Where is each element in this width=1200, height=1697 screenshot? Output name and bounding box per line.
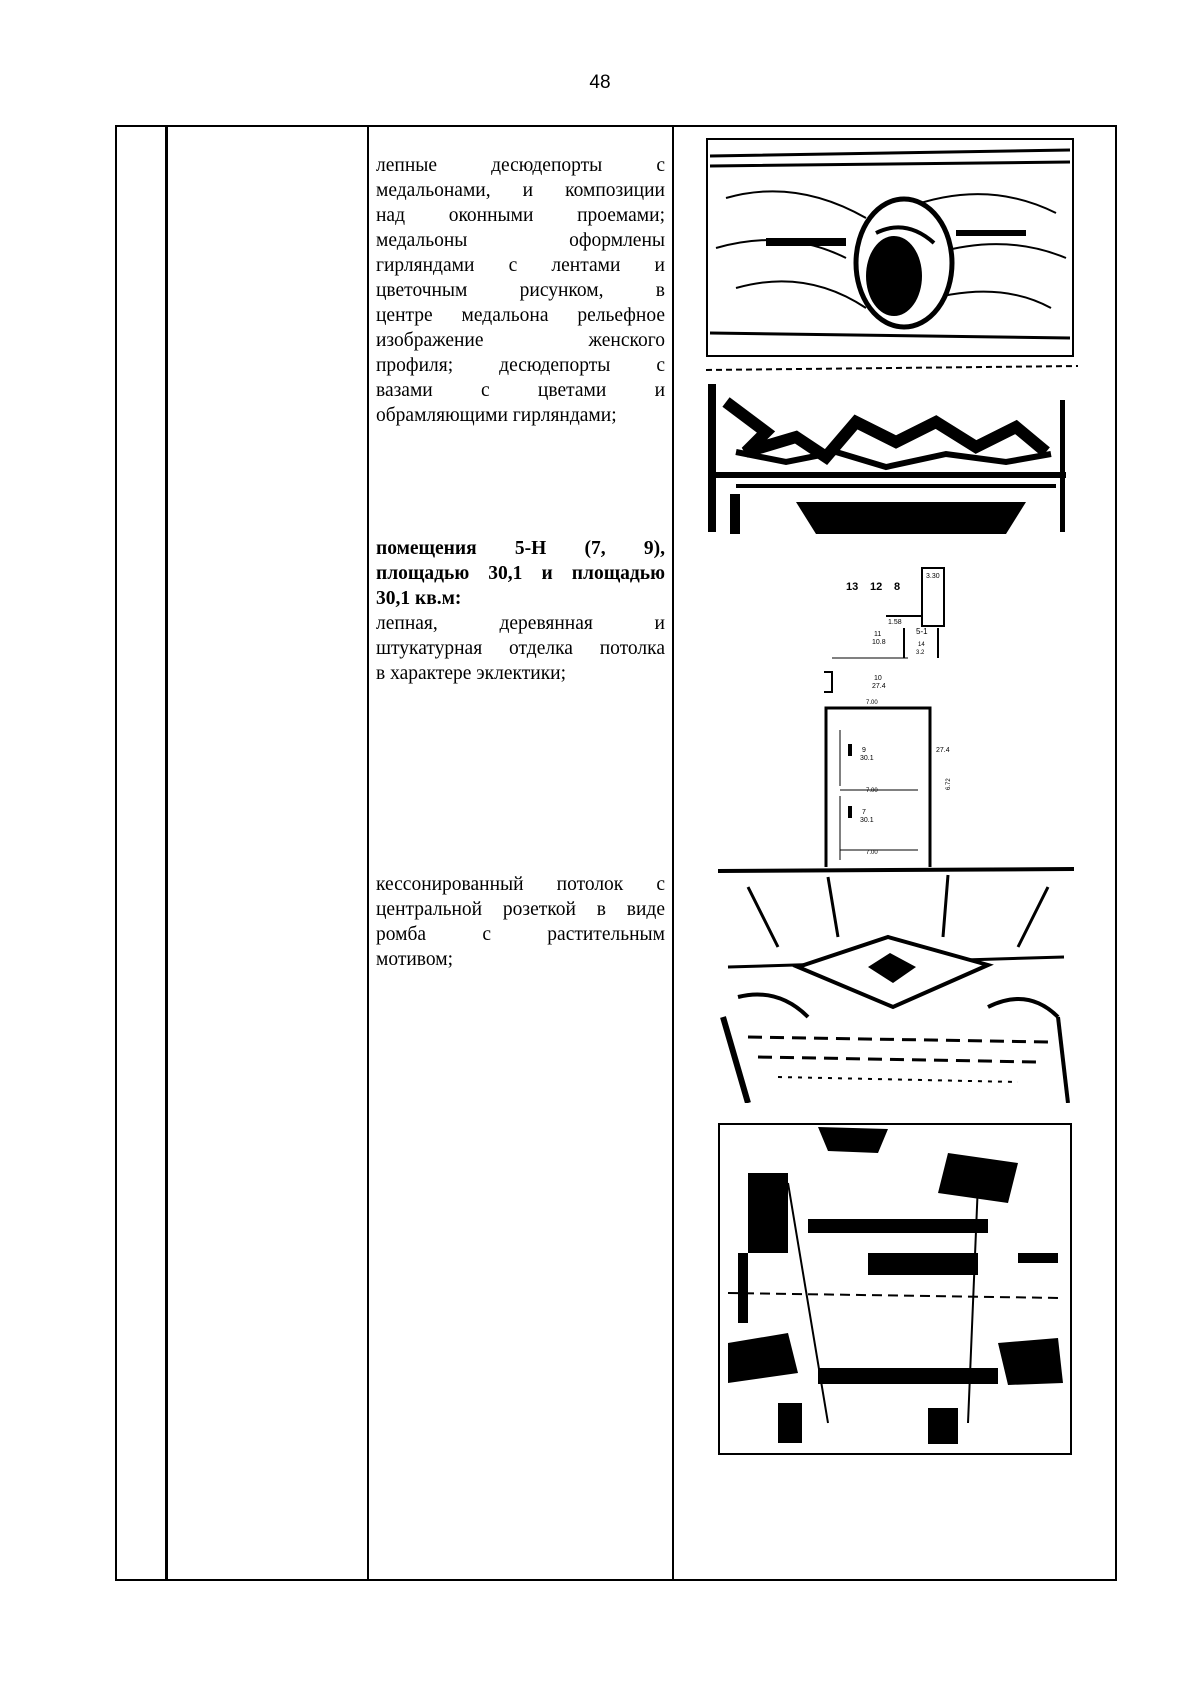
plan-room: 7 (862, 809, 866, 816)
plan-room: 11 (874, 631, 882, 638)
plan-area: 27.4 (872, 683, 886, 690)
text-line: штукатурная отделка потолка (376, 638, 665, 659)
text-line: вазами с цветами и (376, 380, 665, 401)
text-line: медальоны оформлены (376, 230, 665, 251)
plan-label: 8 (894, 581, 901, 593)
plan-dim: 1.58 (888, 619, 902, 626)
plan-room: 9 (862, 747, 866, 754)
plan-dim: 3.30 (926, 573, 940, 580)
plan-area: 30.1 (860, 755, 874, 762)
text-line: кессонированный потолок с (376, 874, 665, 895)
coffered-ceiling-photo (718, 1123, 1072, 1455)
text-line: лепные десюдепорты с (376, 155, 665, 176)
text-line: в характере эклектики; (376, 663, 567, 684)
plan-label: 12 (870, 581, 883, 593)
plan-dim: 7.00 (866, 788, 878, 794)
column-divider (367, 127, 369, 1579)
plan-area: 30.1 (860, 817, 874, 824)
room-heading-line: помещения 5-Н (7, 9), (376, 538, 665, 559)
plan-room: 14 (918, 642, 925, 648)
text-line: над оконными проемами; (376, 205, 665, 226)
entry-description-1 (376, 153, 665, 428)
medallion-photo (706, 138, 1074, 357)
entry-description-3 (376, 872, 665, 972)
plan-dim: 7.00 (866, 850, 878, 856)
text-line: лепная, деревянная и (376, 613, 665, 634)
text-line: изображение женского (376, 330, 665, 351)
plan-room: 10 (874, 675, 882, 682)
room-heading-line: площадью 30,1 и площадью (376, 563, 665, 584)
plan-label: 13 (846, 581, 859, 593)
text-line: ромба с растительным (376, 924, 665, 945)
desudeport-photo (706, 362, 1078, 534)
column-divider (672, 127, 674, 1579)
text-line: гирляндами с лентами и (376, 255, 665, 276)
text-line: цветочным рисунком, в (376, 280, 665, 301)
ceiling-rosette-photo (718, 867, 1074, 1103)
floor-plan (818, 562, 978, 880)
plan-dim: 27.4 (936, 747, 950, 754)
plan-area: 10.8 (872, 639, 886, 646)
text-line: мотивом; (376, 949, 454, 970)
text-line: центре медальона рельефное (376, 305, 665, 326)
text-line: обрамляющими гирляндами; (376, 405, 617, 426)
text-line: профиля; десюдепорты с (376, 355, 665, 376)
plan-dim: 6.72 (946, 778, 952, 790)
text-line: медальонами, и композиции (376, 180, 665, 201)
entry-description-2 (376, 536, 665, 686)
plan-dim: 7.00 (866, 700, 878, 706)
page-number: 48 (589, 72, 611, 93)
plan-area: 3.2 (916, 650, 925, 656)
column-divider (165, 127, 168, 1579)
room-heading-line: 30,1 кв.м: (376, 588, 462, 609)
plan-room: 5-1 (916, 627, 928, 636)
text-line: центральной розеткой в виде (376, 899, 665, 920)
